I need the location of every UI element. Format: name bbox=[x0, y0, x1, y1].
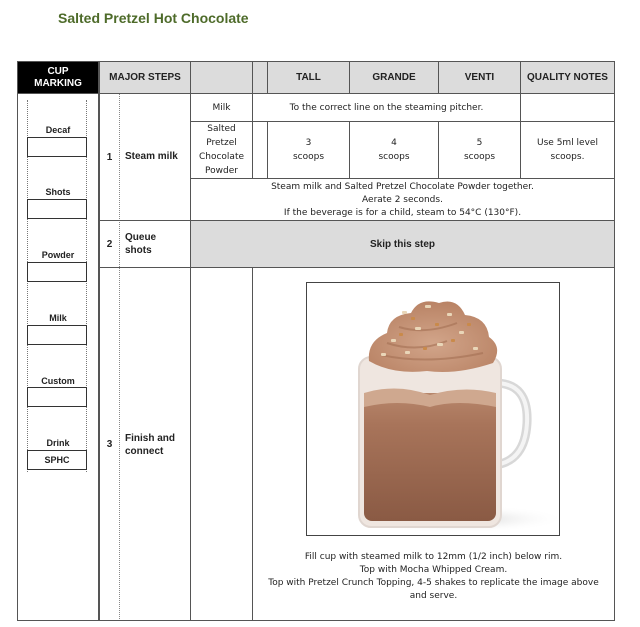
cup-marking-box-drink[interactable]: SPHC bbox=[27, 450, 87, 470]
step-3-number: 3 bbox=[106, 438, 113, 450]
cup-marking-box-milk[interactable] bbox=[27, 325, 87, 345]
cup-marking-label: Shots bbox=[45, 187, 71, 197]
step-1-grande: 4 scoops bbox=[349, 121, 439, 179]
header-blank-1 bbox=[190, 61, 253, 94]
step-1-name: Steam milk bbox=[125, 151, 178, 162]
header-grande: GRANDE bbox=[349, 61, 439, 94]
header-venti: VENTI bbox=[438, 61, 521, 94]
cup-marking-box-shots[interactable] bbox=[27, 199, 87, 219]
step-1-venti: 5 scoops bbox=[438, 121, 521, 179]
step-3-note-line: Top with Mocha Whipped Cream. bbox=[359, 565, 508, 575]
header-cup-marking: CUP MARKING bbox=[17, 61, 99, 94]
step-2-name: Queue shots bbox=[125, 232, 157, 256]
step-3-note-line: and serve. bbox=[409, 591, 458, 601]
page-title: Salted Pretzel Hot Chocolate bbox=[58, 10, 249, 26]
step-1-notes bbox=[190, 178, 615, 221]
step-2-number: 2 bbox=[106, 238, 113, 250]
cup-marking-box-custom[interactable] bbox=[27, 387, 87, 407]
step-1-note-line: Steam milk and Salted Pretzel Chocolate Powder together. bbox=[271, 182, 534, 192]
step-1-ingredient-milk: Milk bbox=[190, 93, 253, 122]
header-quality-notes: QUALITY NOTES bbox=[520, 61, 615, 94]
header-major-steps: MAJOR STEPS bbox=[99, 61, 191, 94]
step-1-milk-instruction: To the correct line on the steaming pitcher. bbox=[252, 93, 521, 122]
cup-marking-label: Custom bbox=[41, 376, 75, 386]
step-3-name: Finish and connect bbox=[125, 433, 175, 457]
step-3-note-line: Top with Pretzel Crunch Topping, 4-5 shakes to replicate the image above bbox=[268, 578, 599, 588]
step-1-tall: 3 scoops bbox=[267, 121, 350, 179]
header-tall: TALL bbox=[267, 61, 350, 94]
cup-marking-label: Decaf bbox=[45, 125, 71, 135]
step-1-powder-spacer bbox=[252, 121, 268, 179]
step-3-note-line: Fill cup with steamed milk to 12mm (1/2 inch) below rim. bbox=[304, 552, 563, 562]
step-1-number: 1 bbox=[106, 151, 113, 163]
step-2-instruction: Skip this step bbox=[190, 220, 615, 268]
cup-marking-box-powder[interactable] bbox=[27, 262, 87, 282]
step-1-milk-quality bbox=[520, 93, 615, 122]
hot-chocolate-mug-photo bbox=[306, 282, 560, 536]
step-1-note-line: If the beverage is for a child, steam to 54°C (130°F). bbox=[283, 208, 522, 218]
step-1-ingredient-powder: Salted Pretzel Chocolate Powder bbox=[190, 121, 253, 179]
cup-marking-label: Drink bbox=[46, 438, 70, 448]
header-blank-2 bbox=[252, 61, 268, 94]
cup-marking-box-decaf[interactable] bbox=[27, 137, 87, 157]
step-3-notes bbox=[253, 551, 614, 603]
hot-chocolate-mug-icon bbox=[307, 283, 559, 535]
cup-marking-label: Milk bbox=[49, 313, 67, 323]
cup-marking-label: Powder bbox=[41, 250, 75, 260]
step-1-note-line: Aerate 2 seconds. bbox=[362, 195, 443, 205]
step-1-powder-quality: Use 5ml level scoops. bbox=[520, 121, 615, 179]
step-3-blank-column bbox=[190, 267, 253, 621]
